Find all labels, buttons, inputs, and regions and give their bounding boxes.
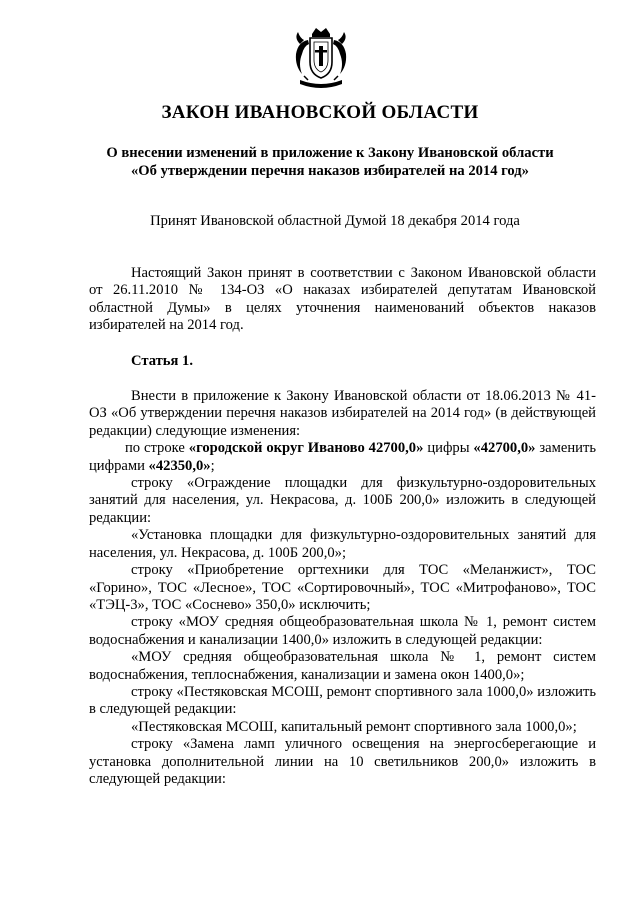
amendment-text: ; (210, 457, 215, 474)
amendment-text: по строке (125, 440, 189, 457)
law-subtitle-line: «Об утверждении перечня наказов избирателей на 2014 год» (131, 162, 529, 179)
amendment-text: цифры (423, 440, 474, 457)
amendment-paragraph: строку «Приобретение оргтехники для ТОС «Меланжист», ТОС «Горино», ТОС «Лесное», ТОС «Сортировочный», ТОС «Митрофаново», ТОС «ТЭЦ-3», ТОС «Соснево» 350,0» исключить; (89, 562, 596, 613)
amendment-paragraph: строку «МОУ средняя общеобразовательная школа № 1, ремонт систем водоснабжения и канализации 1400,0» изложить в следующей редакции: (89, 614, 596, 648)
amendment-paragraph: строку «Замена ламп уличного освещения на энергосберегающие и установка дополнительной линии на 10 светильников 200,0» изложить в следующей редакции: (89, 736, 596, 787)
amendment-bold: «городской округ Иваново 42700,0» (188, 440, 424, 457)
law-title: ЗАКОН ИВАНОВСКОЙ ОБЛАСТИ (161, 102, 479, 123)
adoption-note: Принят Ивановской областной Думой 18 декабря 2014 года (150, 213, 520, 229)
article-heading: Статья 1. (131, 352, 193, 369)
amendment-paragraph: строку «Ограждение площадки для физкультурно-оздоровительных занятий для населения, ул. Некрасова, д. 100Б 200,0» изложить в следующей редакции: (89, 475, 596, 526)
law-subtitle (80, 145, 580, 180)
amendment-paragraph (89, 440, 596, 475)
coat-of-arms-icon (290, 24, 352, 92)
amendment-paragraph: «Установка площадки для физкультурно-оздоровительных занятий для населения, ул. Некрасова, д. 100Б 200,0»; (89, 527, 596, 561)
amendment-text: заменить цифрами (89, 440, 596, 474)
amendment-paragraph: «Пестяковская МСОШ, капитальный ремонт спортивного зала 1000,0»; (131, 718, 577, 735)
article-intro: Внести в приложение к Закону Ивановской области от 18.06.2013 № 41-ОЗ «Об утверждении перечня наказов избирателей на 2014 год» (в действующей редакции) следующие изменения: (89, 388, 596, 439)
law-body (89, 265, 596, 788)
intro-paragraph: Настоящий Закон принят в соответствии с Законом Ивановской области от 26.11.2010 № 134-ОЗ «О наказах избирателей депутатам Ивановской областной Думы» в целях уточнения наименований объектов наказов избирателей на 2014 год. (89, 265, 596, 334)
amendment-paragraph: строку «Пестяковская МСОШ, ремонт спортивного зала 1000,0» изложить в следующей редакции: (89, 683, 596, 718)
amendment-bold: «42350,0» (148, 457, 211, 474)
amendment-bold: «42700,0» (473, 440, 536, 457)
law-subtitle-line: О внесении изменений в приложение к Закону Ивановской области (106, 145, 554, 161)
amendment-paragraph: «МОУ средняя общеобразовательная школа № 1, ремонт систем водоснабжения, теплоснабжения, канализации и замена окон 1400,0»; (89, 649, 596, 683)
